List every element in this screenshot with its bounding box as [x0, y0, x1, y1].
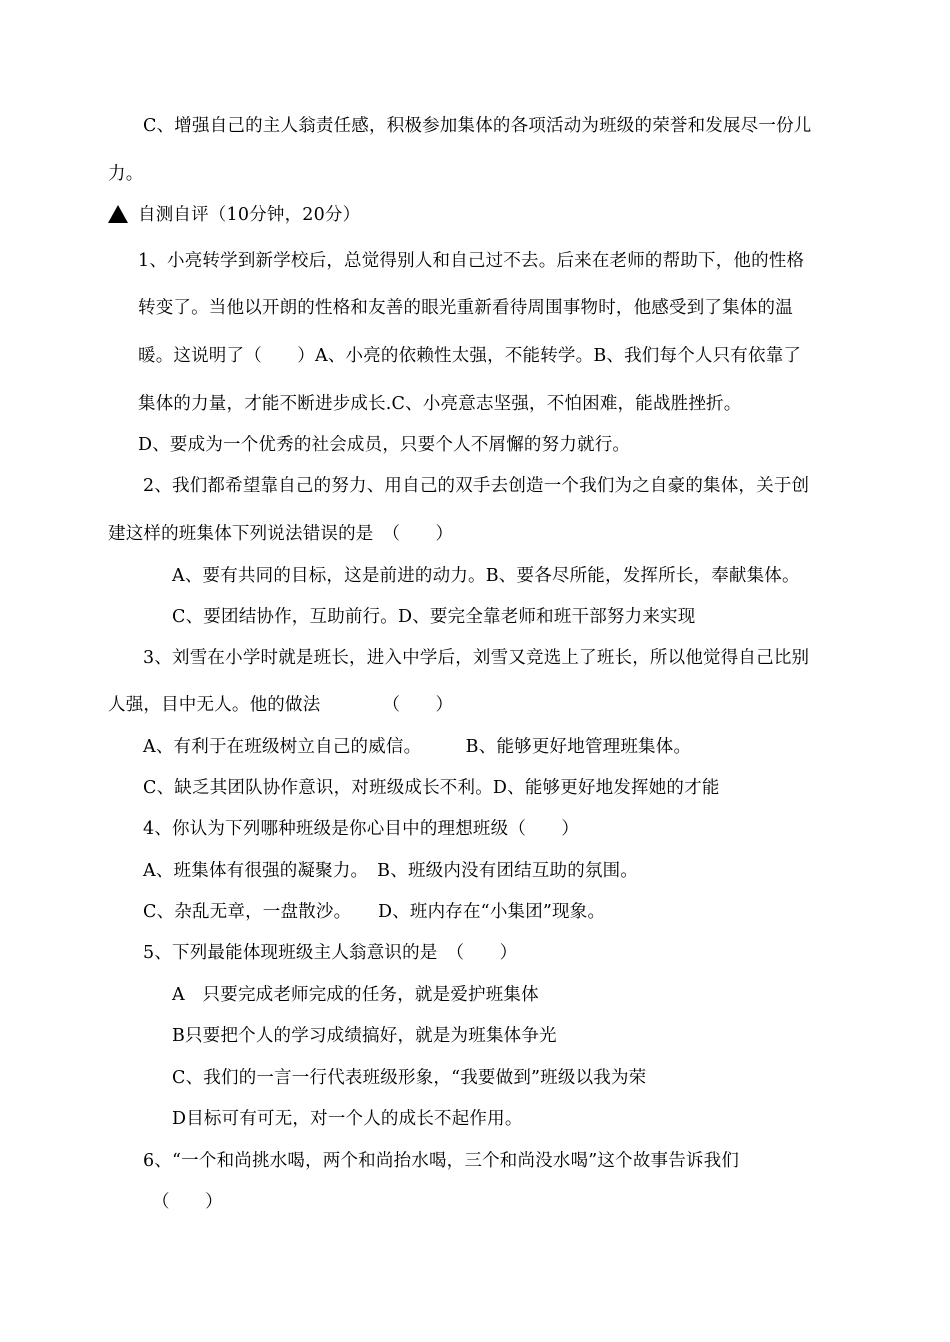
- section-heading: 自测自评（10分钟，20分）: [138, 205, 361, 225]
- triangle-icon: [108, 205, 128, 223]
- option-c-line1: C、增强自己的主人翁责任感，积极参加集体的各项活动为班级的荣誉和发展尽一份儿: [143, 116, 812, 136]
- question-5-option-b: B只要把个人的学习成绩搞好，就是为班集体争光: [172, 1026, 557, 1046]
- question-3-options-ab: A、有利于在班级树立自己的威信。 B、能够更好地管理班集体。: [143, 737, 692, 757]
- question-3-line2: 人强，目中无人。他的做法 （ ）: [108, 695, 454, 715]
- question-3-line1: 3、刘雪在小学时就是班长，进入中学后，刘雪又竞选上了班长，所以他觉得自己比别: [143, 648, 810, 668]
- question-6-stem: 6、“一个和尚挑水喝，两个和尚抬水喝，三个和尚没水喝”这个故事告诉我们: [143, 1151, 740, 1171]
- question-5-option-c: C、我们的一言一行代表班级形象，“我要做到”班级以我为荣: [172, 1068, 647, 1088]
- question-4-stem: 4、你认为下列哪种班级是你心目中的理想班级（ ）: [143, 819, 580, 839]
- question-2-line2: 建这样的班集体下列说法错误的是 （ ）: [108, 524, 454, 544]
- question-5-stem: 5、下列最能体现班级主人翁意识的是 （ ）: [143, 943, 518, 963]
- question-1-line4: 集体的力量，才能不断进步成长.C、小亮意志坚强，不怕困难，能战胜挫折。: [138, 394, 742, 414]
- question-1-line2: 转变了。当他以开朗的性格和友善的眼光重新看待周围事物时，他感受到了集体的温: [138, 298, 793, 318]
- question-2-options-cd: C、要团结协作，互助前行。D、要完全靠老师和班干部努力来实现: [172, 607, 696, 627]
- question-6-answer-blank: （ ）: [152, 1192, 223, 1212]
- question-1-option-d: D、要成为一个优秀的社会成员，只要个人不屑懈的努力就行。: [138, 435, 631, 455]
- question-5-option-d: D目标可有可无，对一个人的成长不起作用。: [172, 1109, 523, 1129]
- question-2-line1: 2、我们都希望靠自己的努力、用自己的双手去创造一个我们为之自豪的集体，关于创: [143, 476, 810, 496]
- question-3-options-cd: C、缺乏其团队协作意识，对班级成长不利。D、能够更好地发挥她的才能: [143, 778, 720, 798]
- question-1-line3: 暖。这说明了（ ）A、小亮的依赖性太强，不能转学。B、我们每个人只有依靠了: [138, 346, 802, 366]
- question-5-option-a: A 只要完成老师完成的任务，就是爱护班集体: [172, 985, 539, 1005]
- question-1-line1: 1、小亮转学到新学校后，总觉得别人和自己过不去。后来在老师的帮助下，他的性格: [138, 251, 805, 271]
- question-4-options-ab: A、班集体有很强的凝聚力。 B、班级内没有团结互助的氛围。: [143, 861, 639, 881]
- question-4-options-cd: C、杂乱无章，一盘散沙。 D、班内存在“小集团”现象。: [143, 902, 606, 922]
- option-c-line2: 力。: [108, 164, 144, 184]
- question-2-options-ab: A、要有共同的目标，这是前进的动力。B、要各尽所能，发挥所长，奉献集体。: [172, 566, 800, 586]
